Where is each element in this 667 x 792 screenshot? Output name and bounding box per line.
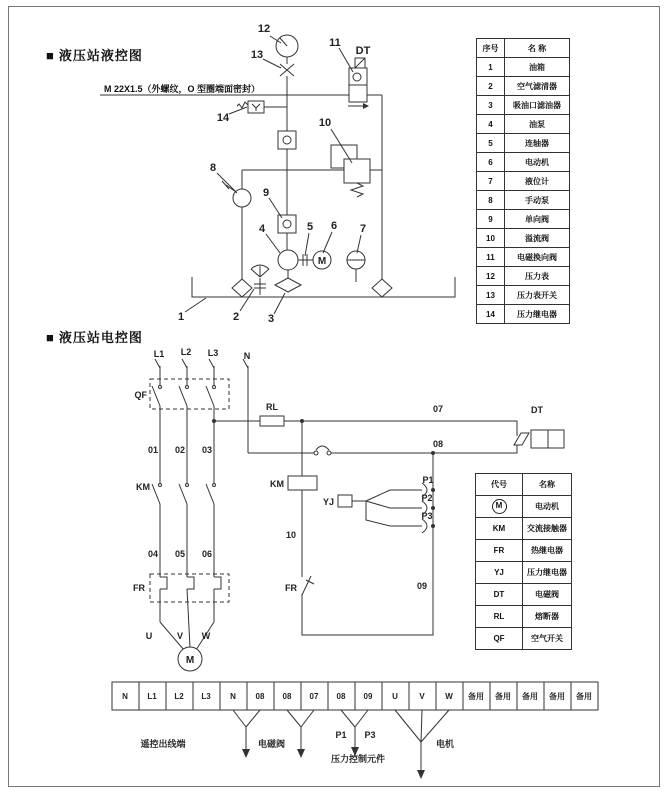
terminal-cell: 备用 — [549, 692, 565, 701]
cell-name: 油泵 — [505, 115, 570, 134]
label-P3: P3 — [421, 511, 433, 521]
cell-name: 油箱 — [505, 58, 570, 77]
label-5: 5 — [306, 221, 314, 233]
terminal-cell: W — [445, 692, 453, 701]
cell-code: YJ — [476, 562, 523, 584]
cell-code — [476, 496, 523, 518]
terminal-cell: L3 — [201, 692, 211, 701]
terminal-cell: 08 — [255, 692, 265, 701]
gauge-switch — [280, 64, 294, 76]
table-row — [476, 496, 572, 518]
terminal-cell: L1 — [147, 692, 157, 701]
check-valve — [278, 215, 296, 233]
cell-name: 压力继电器 — [505, 305, 570, 324]
pressure-relay-yj — [338, 490, 390, 526]
table-row — [476, 518, 572, 540]
label-4: 4 — [258, 223, 266, 235]
terminal-cell: L2 — [174, 692, 184, 701]
label-12: 12 — [257, 23, 271, 35]
control-line-08 — [248, 443, 517, 455]
label-11: 11 — [329, 37, 341, 49]
cell-name: 熔断器 — [523, 606, 572, 628]
cell-name: 连轴器 — [505, 134, 570, 153]
terminal-cell: 备用 — [468, 692, 484, 701]
cell-name: 手动泵 — [505, 191, 570, 210]
header-no: 序号 — [477, 39, 505, 58]
label-N: N — [243, 351, 251, 361]
cell-code: KM — [476, 518, 523, 540]
table-row — [477, 267, 570, 286]
cell-code: RL — [476, 606, 523, 628]
label-13: 13 — [250, 49, 264, 61]
header-name: 名 称 — [505, 39, 570, 58]
air-breather — [251, 265, 269, 295]
cell-no: 11 — [477, 248, 505, 267]
fuse-rl — [260, 416, 284, 426]
contactor-km-main — [152, 484, 216, 505]
group-solenoid-1 — [233, 710, 260, 758]
relief-valve — [331, 145, 370, 197]
spring-icon — [351, 183, 363, 197]
cell-code: DT — [476, 584, 523, 606]
cell-no: 3 — [477, 96, 505, 115]
level-gauge — [347, 251, 365, 282]
label-YJ: YJ — [322, 497, 334, 507]
label-05: 05 — [174, 549, 185, 559]
cell-name: 空气开关 — [523, 628, 572, 650]
down-arrow-icon — [417, 770, 425, 779]
pressure-relay-switch — [237, 101, 264, 113]
label-9: 9 — [262, 187, 270, 199]
cell-no: 8 — [477, 191, 505, 210]
table-row — [477, 191, 570, 210]
return-filter-right — [372, 279, 392, 297]
table-row — [477, 210, 570, 229]
header-name: 名称 — [523, 474, 572, 496]
label-2: 2 — [232, 311, 240, 323]
section1-title-text: 液压站液控图 — [58, 48, 143, 63]
label-01: 01 — [147, 445, 158, 455]
label-DT: DT — [531, 405, 543, 415]
tank — [192, 277, 455, 297]
table-row — [477, 286, 570, 305]
cell-name: 电磁阀 — [523, 584, 572, 606]
table-row — [477, 153, 570, 172]
terminal-cell: 备用 — [522, 692, 538, 701]
flow-arrow-icon — [363, 103, 369, 109]
label-QF: QF — [134, 390, 147, 400]
label-P1-bottom: P1 — [335, 730, 347, 740]
cell-name: 溢流阀 — [505, 229, 570, 248]
label-7: 7 — [359, 223, 367, 235]
label-10: 10 — [318, 117, 332, 129]
cell-name: 电动机 — [523, 496, 572, 518]
cell-name: 交流接触器 — [523, 518, 572, 540]
label-08: 08 — [432, 439, 444, 449]
label-U: U — [145, 631, 153, 641]
cell-no: 6 — [477, 153, 505, 172]
table-row — [477, 172, 570, 191]
hydraulic-diagram — [100, 23, 455, 325]
label-06: 06 — [201, 549, 212, 559]
aux-contact-icon — [316, 446, 329, 450]
label-03: 03 — [201, 445, 212, 455]
label-P2: P2 — [421, 493, 433, 503]
suction-filter — [275, 278, 301, 292]
label-10: 10 — [285, 530, 296, 540]
cell-name: 吸油口滤油器 — [505, 96, 570, 115]
terminal-cell: 备用 — [576, 692, 592, 701]
label-RL: RL — [266, 402, 278, 412]
cell-no: 2 — [477, 77, 505, 96]
cell-no: 10 — [477, 229, 505, 248]
table-row — [476, 606, 572, 628]
label-04: 04 — [147, 549, 158, 559]
table-header-row — [476, 474, 572, 496]
label-solenoid-valve: 电磁阀 — [258, 739, 286, 749]
solenoid-directional-valve — [348, 58, 369, 109]
table-row — [476, 628, 572, 650]
motor-letter: M — [317, 256, 327, 267]
control-bottom-loop — [302, 453, 433, 635]
phase-lines — [155, 359, 248, 650]
label-remote-terminals: 遥控出线端 — [140, 739, 186, 749]
label-V: V — [176, 631, 184, 641]
label-1: 1 — [177, 311, 185, 323]
table-row — [476, 562, 572, 584]
terminal-cell: 09 — [363, 692, 373, 701]
label-P1: P1 — [422, 475, 434, 485]
table-row — [477, 96, 570, 115]
cell-no: 13 — [477, 286, 505, 305]
terminal-cell: 备用 — [495, 692, 511, 701]
hydraulic-component-table — [476, 38, 570, 324]
label-FR-aux: FR — [285, 583, 297, 593]
check-valve-upper — [278, 131, 296, 149]
label-L1: L1 — [153, 349, 165, 359]
cell-no: 4 — [477, 115, 505, 134]
cell-name: 电动机 — [505, 153, 570, 172]
section-bullet-icon: ■ — [46, 330, 55, 345]
group-solenoid-2 — [287, 710, 314, 758]
table-row — [477, 248, 570, 267]
control-line-07 — [212, 416, 517, 436]
fr-nc-contact — [302, 570, 314, 595]
terminal-cell: V — [419, 692, 425, 701]
label-KM-coil: KM — [270, 479, 284, 489]
label-L3: L3 — [207, 348, 219, 358]
cell-name: 液位计 — [505, 172, 570, 191]
cell-no: 9 — [477, 210, 505, 229]
label-3: 3 — [267, 313, 275, 325]
terminal-cell: 07 — [309, 692, 319, 701]
header-code: 代号 — [476, 474, 523, 496]
section-bullet-icon: ■ — [46, 48, 55, 63]
cell-no: 7 — [477, 172, 505, 191]
cell-code: FR — [476, 540, 523, 562]
down-arrow-icon — [297, 749, 305, 758]
table-row — [477, 305, 570, 324]
cell-name: 压力表开关 — [505, 286, 570, 305]
motor-symbol-icon: M — [492, 499, 507, 514]
cell-name: 压力继电器 — [523, 562, 572, 584]
thread-note: M 22X1.5（外螺纹，O 型圈端面密封） — [104, 84, 261, 94]
cell-code: QF — [476, 628, 523, 650]
motor-electrical — [178, 647, 202, 671]
label-L2: L2 — [180, 347, 192, 357]
label-02: 02 — [174, 445, 185, 455]
cell-name: 热继电器 — [523, 540, 572, 562]
cell-name: 压力表 — [505, 267, 570, 286]
motor-hydraulic — [313, 251, 331, 269]
pressure-gauge — [276, 35, 298, 64]
cell-no: 5 — [477, 134, 505, 153]
table-row — [476, 584, 572, 606]
cell-no: 1 — [477, 58, 505, 77]
table-row — [477, 134, 570, 153]
cell-name: 电磁换向阀 — [505, 248, 570, 267]
thermal-relay-fr — [150, 574, 229, 602]
breaker-qf — [150, 379, 229, 409]
table-row — [477, 229, 570, 248]
label-dt: DT — [355, 45, 371, 57]
motor-letter: M — [185, 655, 195, 666]
terminal-cell: N — [122, 692, 128, 701]
label-07: 07 — [432, 404, 444, 414]
hydraulic-item-numbers — [178, 23, 371, 325]
label-KM-main: KM — [136, 482, 150, 492]
label-W: W — [201, 631, 211, 641]
cell-name: 空气滤清器 — [505, 77, 570, 96]
terminal-cell: U — [392, 692, 398, 701]
label-motor-bottom: 电机 — [436, 739, 455, 749]
cell-name: 单向阀 — [505, 210, 570, 229]
terminal-strip — [112, 682, 598, 779]
table-header-row — [477, 39, 570, 58]
hydraulic-leader-lines — [185, 36, 361, 314]
section2-title-text: 液压站电控图 — [58, 330, 143, 345]
oil-pump — [278, 250, 298, 270]
cell-no: 14 — [477, 305, 505, 324]
manual-pump — [222, 181, 251, 207]
label-FR-main: FR — [133, 583, 145, 593]
down-arrow-icon — [242, 749, 250, 758]
label-pressure-control: 压力控制元件 — [330, 754, 386, 764]
label-14: 14 — [216, 112, 230, 124]
table-row — [477, 115, 570, 134]
label-8: 8 — [209, 162, 217, 174]
table-row — [477, 58, 570, 77]
terminal-cell: 08 — [282, 692, 292, 701]
cell-no: 12 — [477, 267, 505, 286]
label-6: 6 — [330, 220, 338, 232]
terminal-cell: 08 — [336, 692, 346, 701]
solenoid-dt — [514, 430, 564, 448]
drain-filter-left — [232, 279, 252, 297]
coil-km — [285, 419, 317, 570]
table-row — [477, 77, 570, 96]
electrical-legend-table — [475, 473, 572, 650]
pressure-contacts — [390, 483, 435, 533]
table-row — [476, 540, 572, 562]
label-09: 09 — [416, 581, 428, 591]
terminal-cell: N — [230, 692, 236, 701]
label-P3-bottom: P3 — [364, 730, 376, 740]
